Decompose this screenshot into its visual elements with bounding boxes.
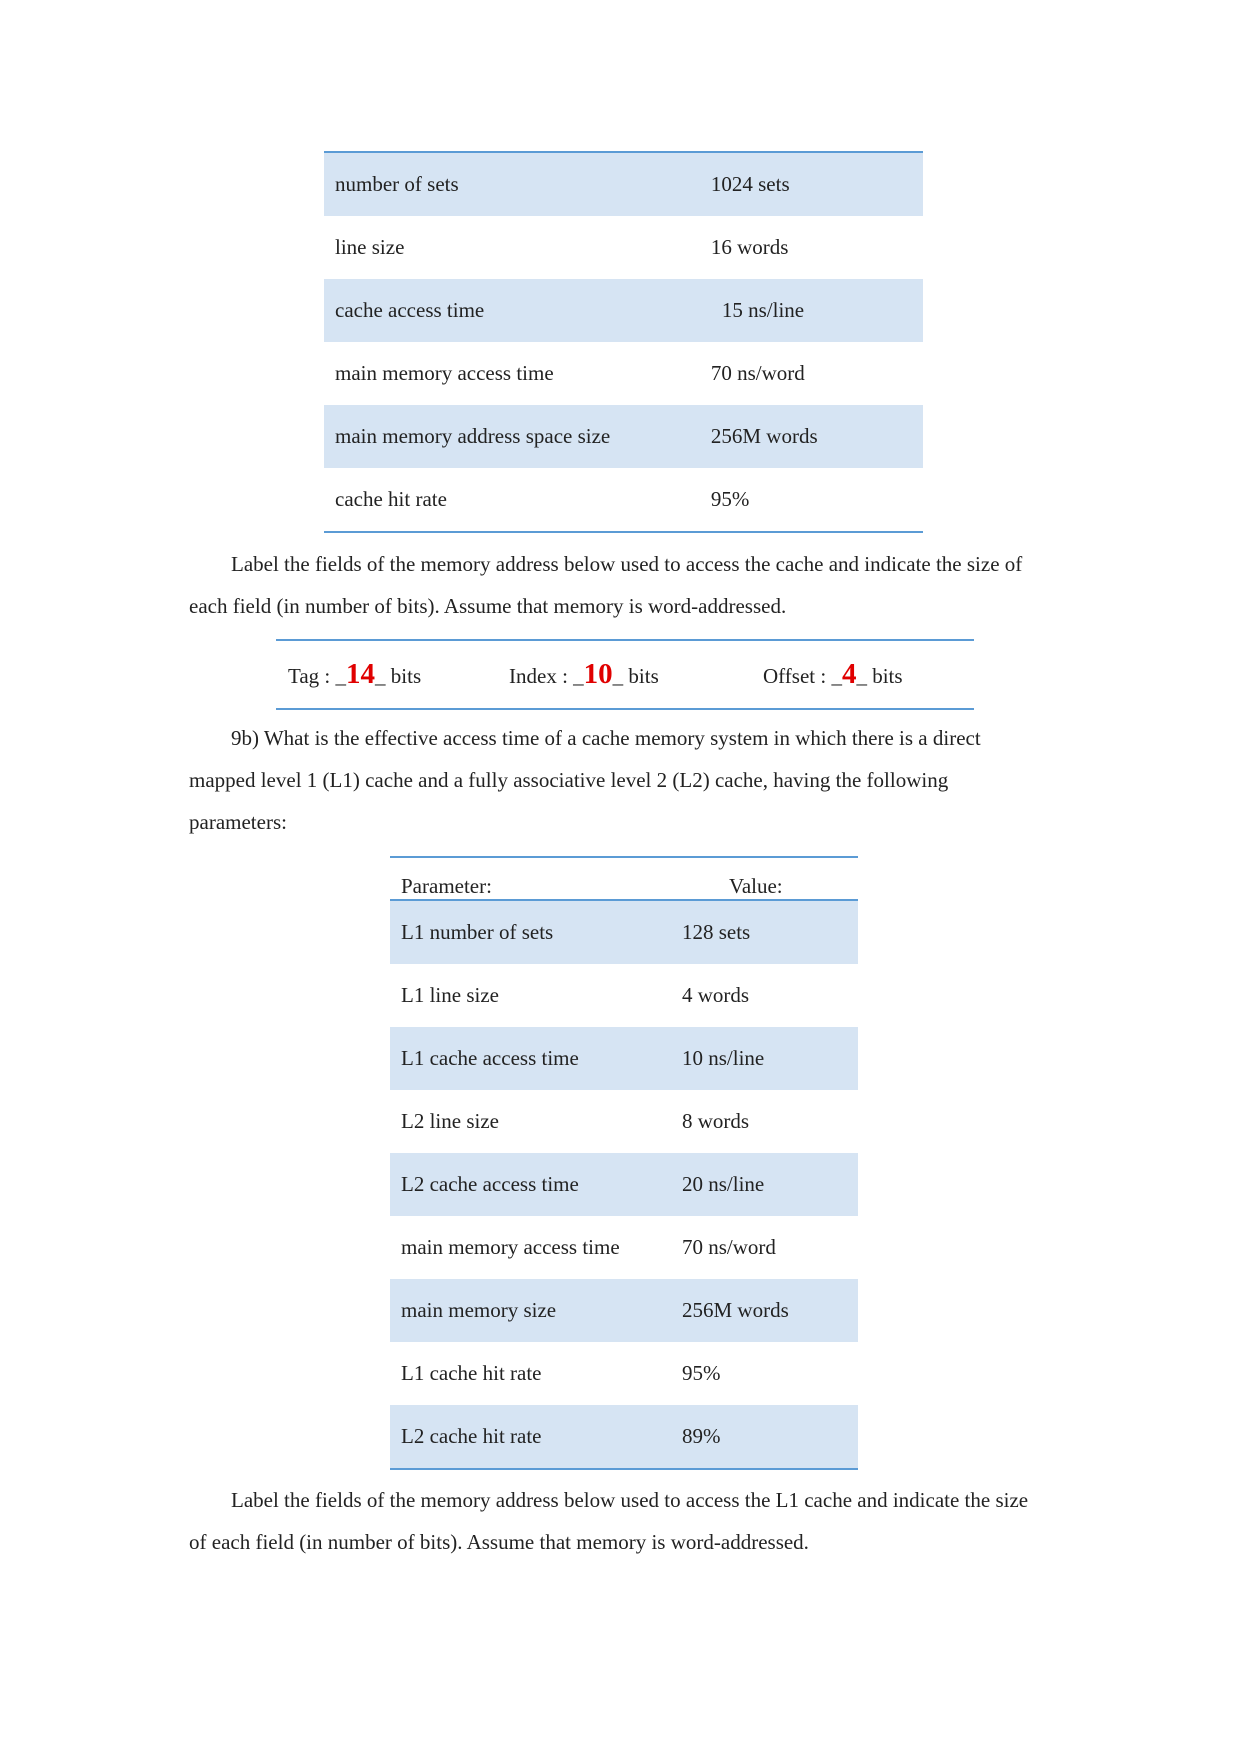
value-cell: 256M words [671, 1279, 858, 1342]
value-cell: 1024 sets [700, 152, 923, 216]
value-cell: 8 words [681, 1109, 750, 1133]
table-header-row [390, 857, 858, 900]
cache-parameters-table [324, 151, 923, 533]
tag-field [288, 658, 421, 691]
table-row [390, 1279, 858, 1342]
address-fields-box [276, 639, 974, 710]
index-unit: bits [628, 664, 659, 688]
index-field [509, 658, 659, 691]
value-cell: 95% [681, 1361, 721, 1385]
value-cell: 16 words [710, 235, 789, 259]
l1-l2-parameters-table [390, 856, 858, 1470]
table-row [390, 900, 858, 964]
value-cell: 70 ns/word [681, 1235, 776, 1259]
index-suffix: _ [612, 664, 624, 688]
tag-suffix: _ [375, 664, 386, 688]
value-cell: 70 ns/word [710, 361, 805, 385]
header-param: Parameter: [390, 857, 671, 900]
table-row [390, 1153, 858, 1216]
offset-unit: bits [872, 664, 903, 688]
table-row [390, 1027, 858, 1090]
value-cell: 256M words [700, 405, 923, 468]
param-cell: main memory access time [335, 361, 554, 385]
param-cell: L1 line size [401, 983, 499, 1007]
tag-label: Tag : [288, 664, 331, 688]
tag-prefix: _ [335, 664, 347, 688]
param-cell: main memory size [390, 1279, 671, 1342]
table-row [390, 1216, 858, 1279]
table-row [324, 279, 923, 342]
table-row [324, 216, 923, 279]
table-row [390, 1405, 858, 1469]
table-row [390, 964, 858, 1027]
offset-prefix: _ [831, 664, 842, 688]
index-prefix: _ [573, 664, 584, 688]
instruction-paragraph-1 [189, 543, 1049, 627]
param-cell: L1 number of sets [390, 900, 671, 964]
table-row [324, 342, 923, 405]
question-9b-paragraph [189, 717, 1049, 843]
offset-label: Offset : [763, 664, 827, 688]
table-row [390, 1090, 858, 1153]
tag-unit: bits [390, 664, 422, 688]
value-cell: 89% [671, 1405, 858, 1469]
param-cell: main memory address space size [324, 405, 700, 468]
paragraph-text: 9b) What is the effective access time of a cache memory system in which there is a direct mapped level 1 (L1) cache and a fully associative level 2 (L2) cache, having the following parameters: [189, 726, 981, 834]
param-cell: main memory access time [401, 1235, 620, 1259]
param-cell: L2 cache hit rate [390, 1405, 671, 1469]
param-cell: cache hit rate [335, 487, 447, 511]
value-cell: 128 sets [671, 900, 858, 964]
paragraph-text: Label the fields of the memory address below used to access the L1 cache and indicate the size of each field (in number of bits). Assume that memory is word-addressed. [189, 1488, 1029, 1554]
param-cell: number of sets [324, 152, 700, 216]
index-answer: 10 [583, 658, 613, 690]
table-row [324, 468, 923, 532]
offset-suffix: _ [856, 664, 867, 688]
param-cell: L1 cache hit rate [401, 1361, 542, 1385]
value-cell: 95% [710, 487, 750, 511]
value-cell: 10 ns/line [671, 1027, 858, 1090]
value-cell: 4 words [681, 983, 750, 1007]
tag-answer: 14 [346, 658, 376, 690]
instruction-paragraph-2 [189, 1479, 1049, 1563]
value-cell: 20 ns/line [671, 1153, 858, 1216]
param-cell: L1 cache access time [390, 1027, 671, 1090]
param-cell: line size [335, 235, 405, 259]
table-row [324, 152, 923, 216]
header-value: Value: [671, 857, 858, 900]
index-label: Index : [509, 664, 568, 688]
offset-answer: 4 [841, 658, 857, 690]
param-cell: L2 cache access time [390, 1153, 671, 1216]
value-cell: 15 ns/line [700, 279, 923, 342]
table-row [324, 405, 923, 468]
offset-field [763, 658, 903, 691]
table-row [390, 1342, 858, 1405]
paragraph-text: Label the fields of the memory address below used to access the cache and indicate the size of each field (in number of bits). Assume that memory is word-addressed. [189, 552, 1023, 618]
param-cell: L2 line size [401, 1109, 499, 1133]
param-cell: cache access time [324, 279, 700, 342]
